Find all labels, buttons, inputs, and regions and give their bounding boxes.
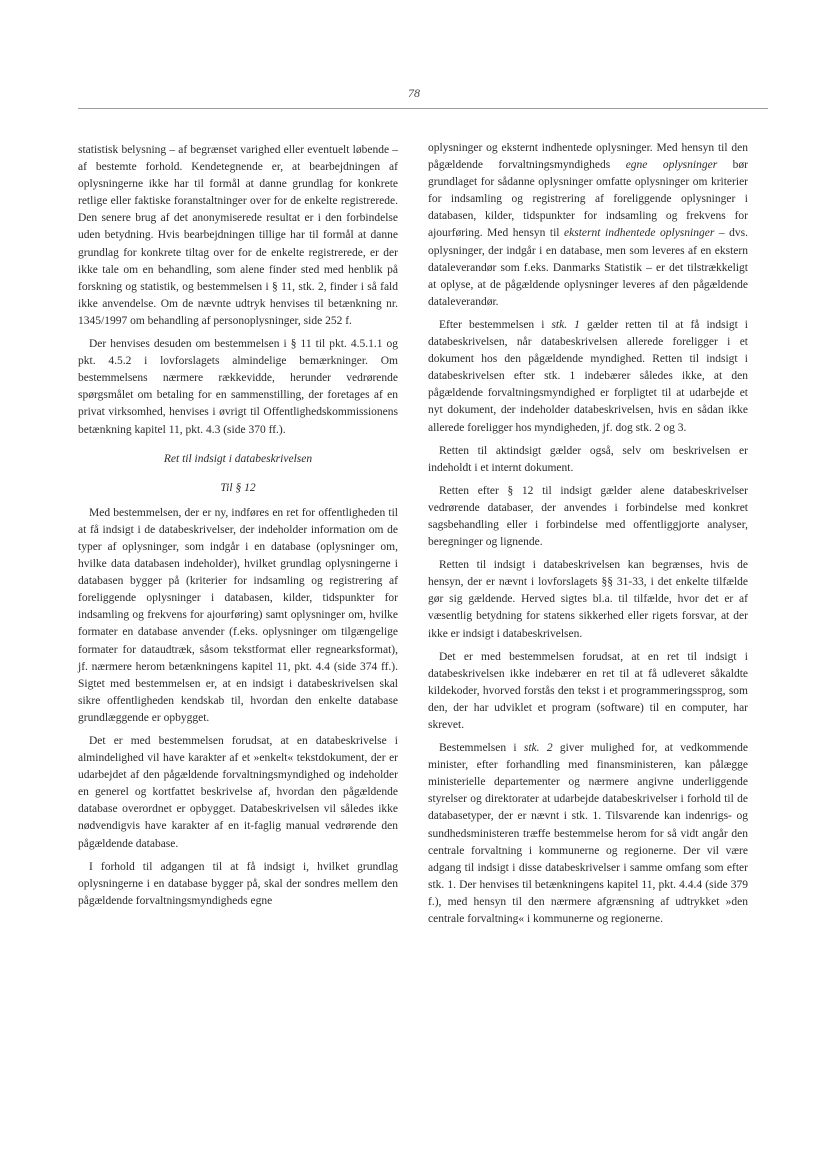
page-number: 78 <box>408 86 420 100</box>
text-run: Bestemmelsen i <box>439 742 524 755</box>
paragraph: statistisk belysning – af begrænset varighed eller eventuelt løbende – af bestemte forhold. Kendetegnende er, at bearbejdningen af oplysningerne ikke har til formål at danne grundlag for konkrete retlige eller faktiske foranstaltninger over for de enkelte registrerede. Den senere brug af det anonymiserede resultat er i den forbindelse uden betydning. Hvis bearbejdningen tillige har til formål at danne grundlag for konkrete tiltag over for de enkelte registrerede, er der ikke tale om en behandling, som alene finder sted med henblik på forskning og statistik, og bestemmelsen i § 11, stk. 2, finder i så fald ikke anvendelse. Om de nævnte udtryk henvises til betænkning nr. 1345/1997 om behandling af personoplysninger, side 252 f. <box>78 144 398 327</box>
section-heading: Ret til indsigt i databeskrivelsen <box>163 452 313 465</box>
paragraph <box>428 740 748 928</box>
right-column <box>428 140 748 934</box>
paragraph: I forhold til adgangen til at få indsigt i, hvilket grundlag oplysningerne i en database bygger på, skal der sondres mellem den pågældende forvaltningsmyndigheds egne <box>78 860 398 907</box>
paragraph <box>428 140 748 311</box>
left-column <box>78 142 398 916</box>
paragraph: Der henvises desuden om bestemmelsen i § 11 til pkt. 4.5.1.1 og pkt. 4.5.2 i lovforslagets almindelige bemærkninger. Om bestemmelsens nærmere rækkevidde, herunder vedrørende spørgsmålet om betaling for en sammenstilling, der foretages af en privat virksomhed, henvises i øvrigt til Offentlighedskommissionens betænkning kapitel 11, pkt. 4.3 (side 370 ff.). <box>78 338 398 436</box>
paragraph: Retten efter § 12 til indsigt gælder alene databeskrivelser vedrørende databaser, der anvendes i forbindelse med konkret sagsbehandling eller i forbindelse med offentliggjorte analyser, beregninger og lignende. <box>428 484 748 549</box>
text-run: Efter bestemmelsen i <box>439 318 552 331</box>
text-run: giver mulighed for, at vedkommende minister, efter forhandling med finansministeren, kan pålægge ministerielle departementer og nærmere angivne underliggende styrelser og direktorater at udarbejde databeskrivelser i forhold til de databasetyper, der er nævnt i stk. 1. Tilsvarende kan indenrigs- og sundhedsministeren træffe bestemmelse herom for så vidt angår den centrale forvaltning i kommunerne og regionerne. Der vil være adgang til indsigt i disse databeskrivelser i samme omfang som efter stk. 1. Der henvises til betænkningens kapitel 11, pkt. 4.4.4 (side 379 f.), med hensyn til den nærmere afgrænsning af udtrykket »den centrale forvaltning« i kommunerne og regionerne. <box>428 742 748 926</box>
paragraph: Det er med bestemmelsen forudsat, at en databeskrivelse i almindelighed vil have karakter af et »enkelt« tekstdokument, der er udarbejdet af den pågældende forvaltningsmyndighed og indeholder en generel og kortfattet beskrivelse af, hvordan den pågældende database overordnet er opbygget. Databeskrivelsen vil således ikke nødvendigvis have karakter af en it-faglig manual vedrørende den pågældende database. <box>78 735 398 850</box>
text-run: oplysninger og eksternt indhentede oplysninger. Med hensyn til den pågældende forvaltningsmyndigheds <box>428 142 748 172</box>
paragraph: Retten til aktindsigt gælder også, selv om beskrivelsen er indeholdt i et internt dokument. <box>428 444 748 474</box>
paragraph: Med bestemmelsen, der er ny, indføres en ret for offentligheden til at få indsigt i de databeskrivelser, der indeholder information om de typer af oplysninger, som indgår i en database (oplysninger om, hvilke data databasen indeholder), hvilket grundlag oplysningerne i databasen bygger på (kriterier for indsamling og registrering af foreliggende oplysninger i databasen, kilder, tidspunkter for indsamling og frekvens for ajourføring) samt oplysninger om, hvilke formater en database anvender (f.eks. oplysninger om tilgængelige formater for dataudtræk, såsom tekstformat eller regnearksformat), jf. nærmere herom betænkningens kapitel 11, pkt. 4.4 (side 374 ff.). Sigtet med bestemmelsen er, at en indsigt i databeskrivelsen skal sikre offentligheden kendskab til, hvordan den enkelte database grundlæggende er opbygget. <box>78 506 398 724</box>
header-rule <box>78 108 768 109</box>
text-run: bør grundlaget for sådanne oplysninger omfatte oplysninger om kriterier for indsamling og registrering af foreliggende oplysninger i databasen, kilder, tidspunkter for indsamling og frekvens for ajourføring. Med hensyn til <box>428 159 748 240</box>
paragraph: Retten til indsigt i databeskrivelsen kan begrænses, hvis de hensyn, der er nævnt i lovforslagets §§ 31-33, i det enkelte tilfælde gør sig gældende. Herved sigtes bl.a. til tilfælde, hvor det er af væsentlig betydning for statens sikkerhed eller rigets forsvar, at der ikke er indsigt i databeskrivelsen. <box>428 559 748 640</box>
emphasis: stk. 2 <box>523 742 553 755</box>
paragraph: Det er med bestemmelsen forudsat, at en ret til indsigt i databeskrivelsen ikke indebærer en ret til at få udleveret såkaldte kildekoder, hvorved forstås den tekst i et programmeringssprog, som den, der har udviklet et program (software) til en computer, har skrevet. <box>428 650 748 731</box>
section-subheading: Til § 12 <box>220 481 256 494</box>
text-run: – dvs. oplysninger, der indgår i en database, men som leveres af en ekstern dataleverandør som f.eks. Danmarks Statistik – er det tilstrækkeligt at oplyse, at de pågældende oplysninger leveres af den pågældende dataleverandør. <box>428 227 748 308</box>
emphasis: eksternt indhentede oplysninger <box>564 227 715 240</box>
emphasis: egne oplysninger <box>625 159 718 172</box>
emphasis: stk. 1 <box>551 318 580 331</box>
paragraph <box>428 317 748 437</box>
text-run: gælder retten til at få indsigt i databeskrivelsen, når databeskrivelsen allerede foreligger i et dokument hos den pågældende myndighed. Retten til indsigt i databeskrivelsen efter stk. 1 indebærer således ikke, at den pågældende forvaltningsmyndighed er forpligtet til at udarbejde et nyt dokument, der indeholder databeskrivelsen, hvis en sådan ikke allerede foreligger hos myndigheden, jf. dog stk. 2 og 3. <box>428 318 748 434</box>
